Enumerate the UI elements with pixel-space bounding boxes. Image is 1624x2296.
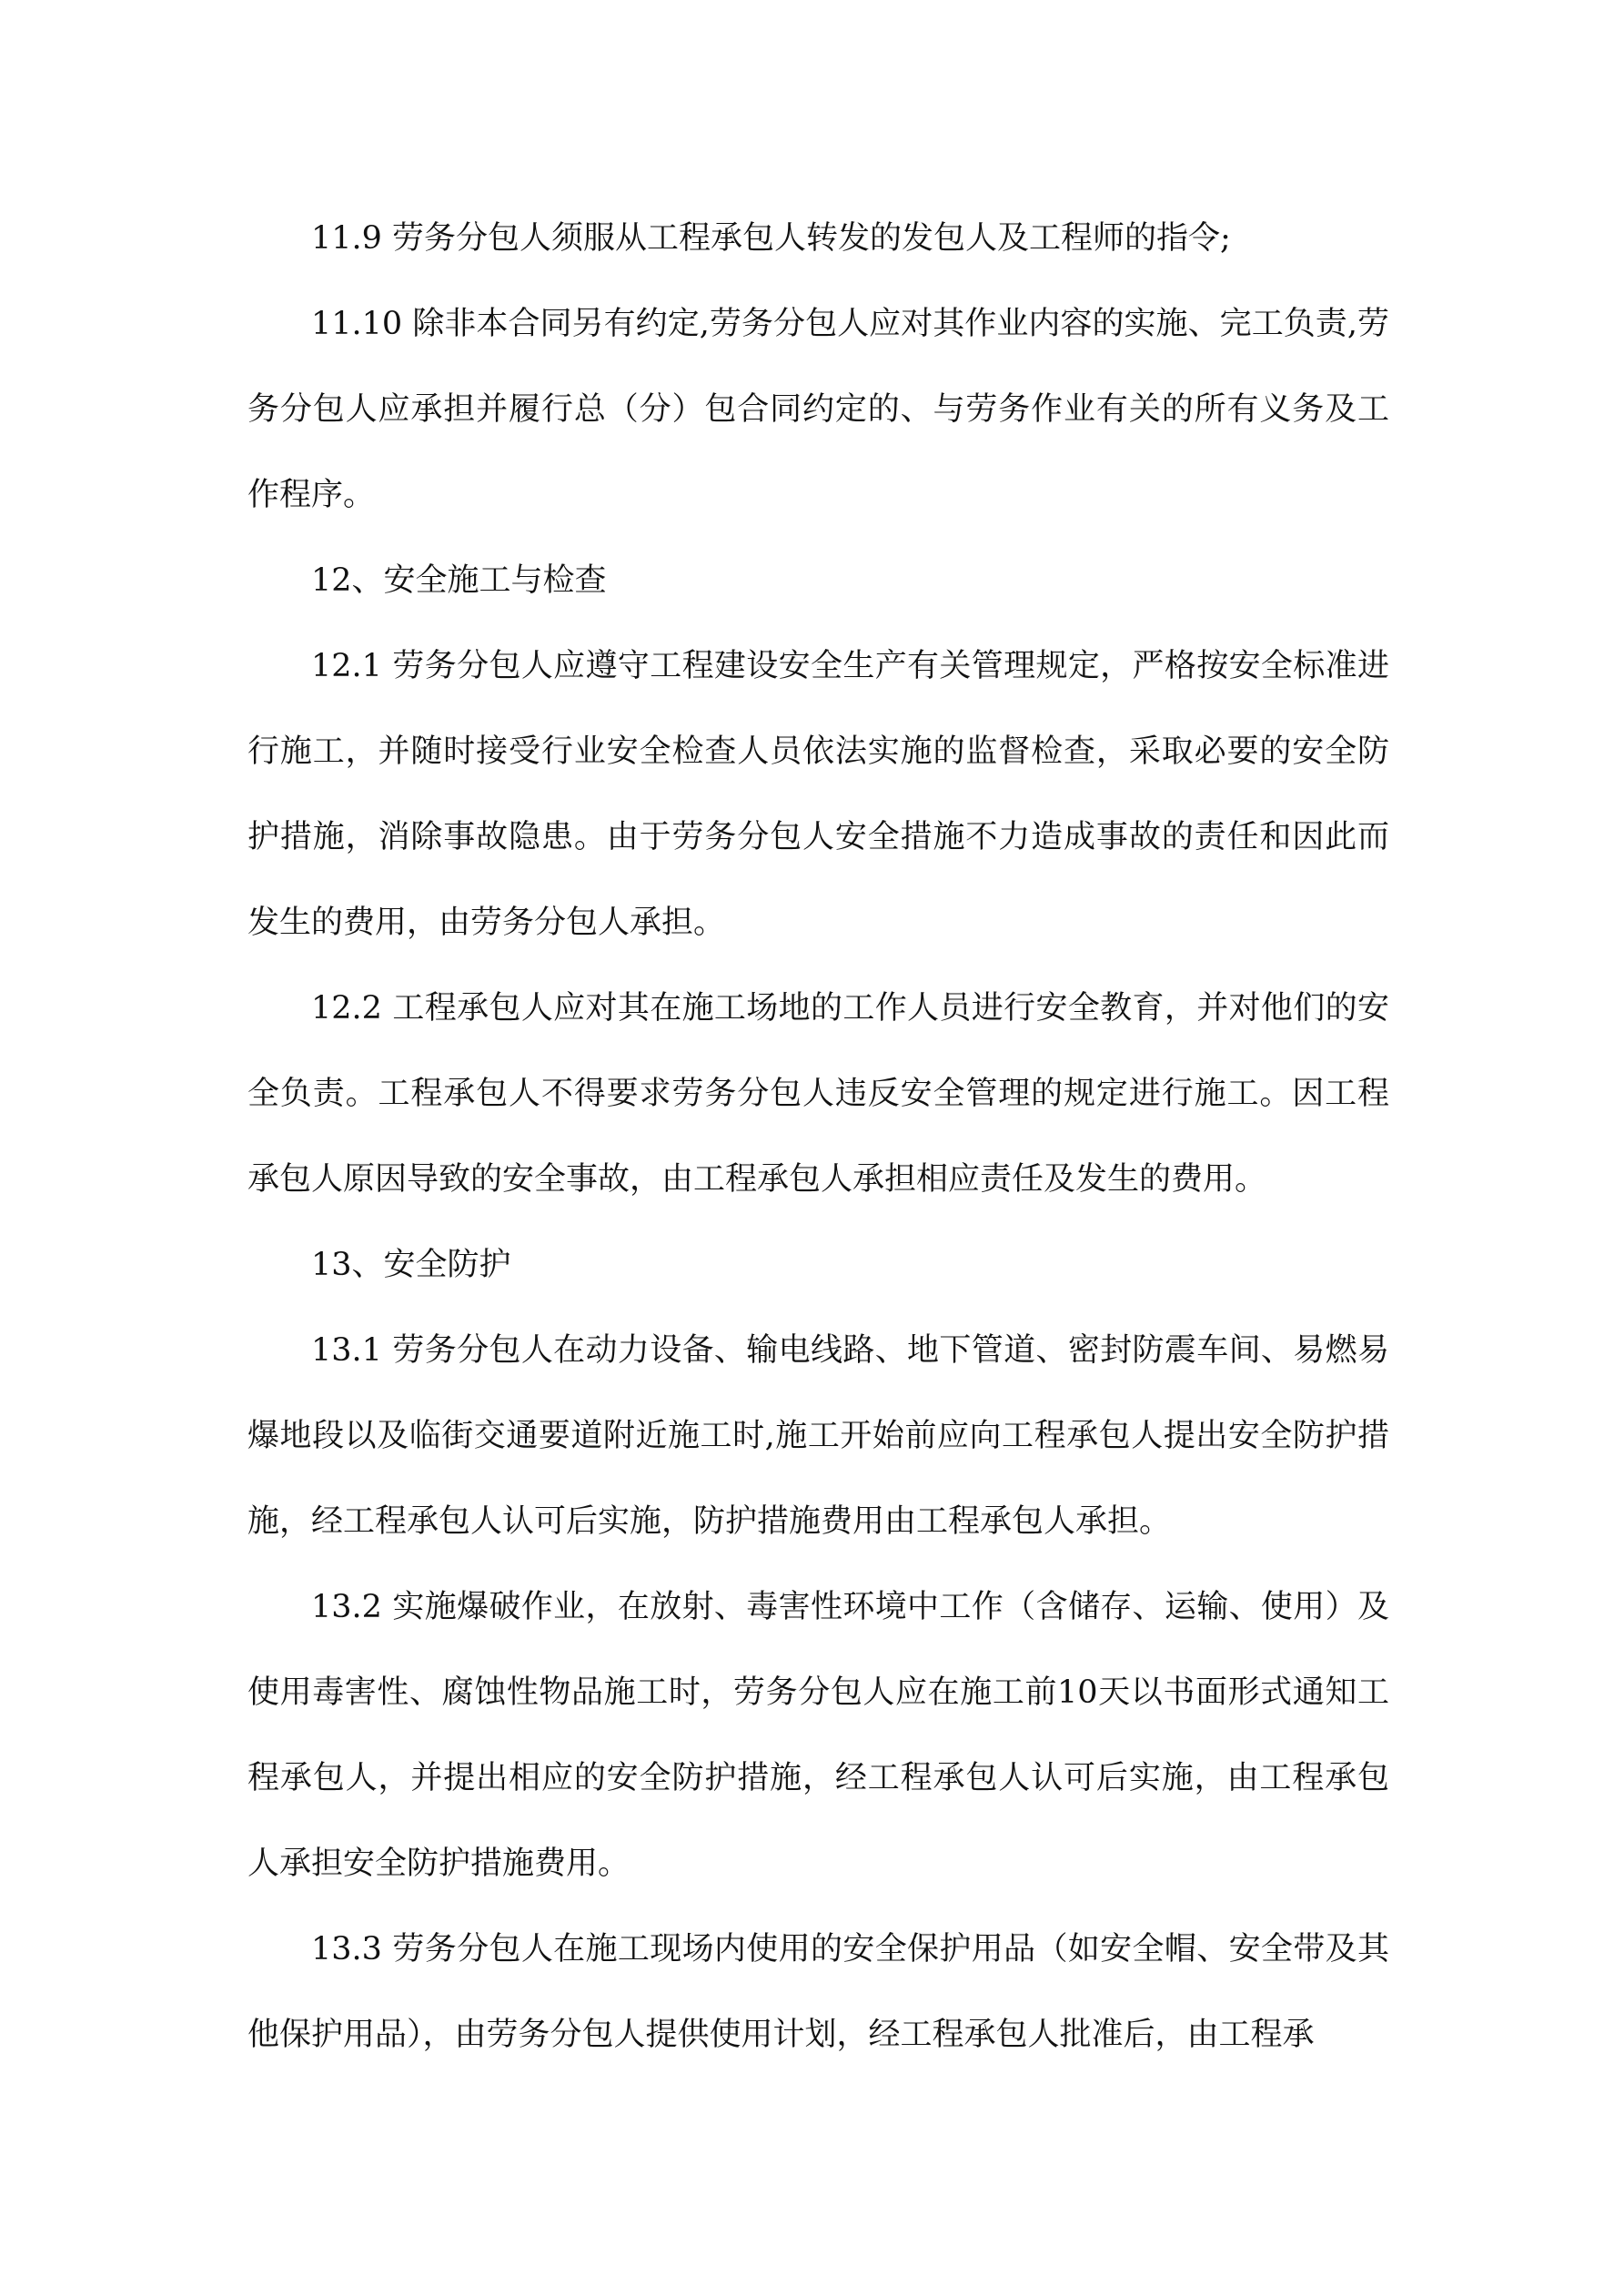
paragraph-11-9: 11.9 劳务分包人须服从工程承包人转发的发包人及工程师的指令; (311, 220, 1231, 257)
section-heading-13: 13、安全防护 (311, 1247, 511, 1283)
section-heading-12: 12、安全施工与检查 (311, 562, 607, 599)
paragraph-12-2: 12.2 工程承包人应对其在施工场地的工作人员进行安全教育，并对他们的安全负责。工程承包人不得要求劳务分包人违反安全管理的规定进行施工。因工程承包人原因导致的安全事故，由工程承包人承担相应责任及发生的费用。 (247, 990, 1389, 1198)
paragraph-13-3: 13.3 劳务分包人在施工现场内使用的安全保护用品（如安全帽、安全带及其他保护用品），由劳务分包人提供使用计划，经工程承包人批准后，由工程承 (247, 1931, 1389, 2053)
paragraph-13-1: 13.1 劳务分包人在动力设备、输电线路、地下管道、密封防震车间、易燃易爆地段以及临街交通要道附近施工时,施工开始前应向工程承包人提出安全防护措施，经工程承包人认可后实施，防护措施费用由工程承包人承担。 (247, 1332, 1389, 1540)
paragraph-11-10: 11.10 除非本合同另有约定,劳务分包人应对其作业内容的实施、完工负责,劳务分包人应承担并履行总（分）包合同约定的、与劳务作业有关的所有义务及工作程序。 (247, 306, 1389, 513)
paragraph-12-1: 12.1 劳务分包人应遵守工程建设安全生产有关管理规定，严格按安全标准进行施工，并随时接受行业安全检查人员依法实施的监督检查，采取必要的安全防护措施，消除事故隐患。由于劳务分包人安全措施不力造成事故的责任和因此而发生的费用，由劳务分包人承担。 (247, 648, 1389, 941)
paragraph-13-2: 13.2 实施爆破作业，在放射、毒害性环境中工作（含储存、运输、使用）及使用毒害性、腐蚀性物品施工时，劳务分包人应在施工前10天以书面形式通知工程承包人，并提出相应的安全防护措施，经工程承包人认可后实施，由工程承包人承担安全防护措施费用。 (247, 1589, 1389, 1882)
document-body (247, 196, 1389, 2078)
